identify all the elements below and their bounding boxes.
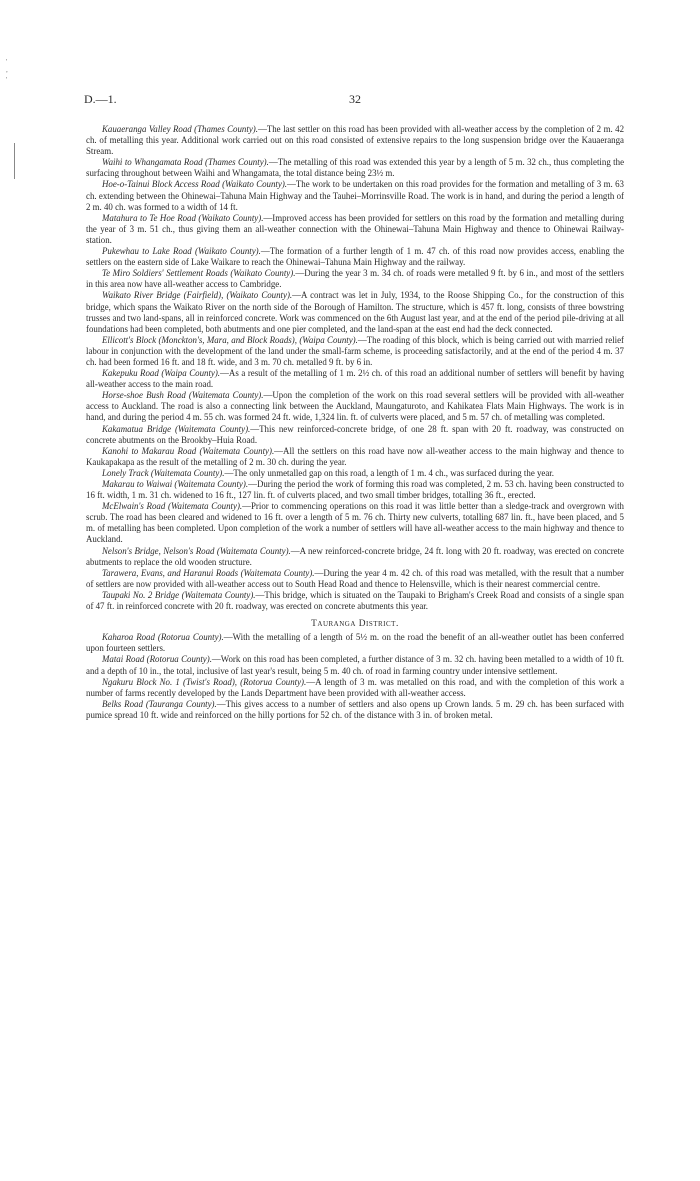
paragraph-body: —A new reinforced-concrete bridge, 24 ft. long with 20 ft. roadway, was erected on concrete abutments to replace the old wooden structure. [86,545,624,567]
margin-binding-mark [14,143,15,179]
paragraph-title: Matai Road (Rotorua County). [102,654,212,665]
paragraph-body: —Prior to commencing operations on this road it was little better than a sledge-track and overgrown with scrub. The road has been cleared and widened to 16 ft. over a length of 5 m. 76 ch. Thirty new culverts, totalling 687 lin. ft., have been placed, and 5 m. of metalling has been completed. Upon completion of the work a number of settlers will have all-weather access to the main highway and thence to Auckland. [86,501,624,545]
paragraph-body: —Improved access has been provided for settlers on this road by the formation and metalling during the year of 3 m. 51 ch., thus giving them an all-weather connection with the Ohinewai–Tahuna Main Highway and thence to Ohinewai Railway-station. [86,212,624,245]
paragraph-title: Waikato River Bridge (Fairfield), (Waikato County). [102,290,293,301]
auckland-paragraphs [86,124,624,612]
paragraph-body: —The roading of this block, which is being carried out with married relief labour in conjunction with the development of the land under the small-farm scheme, is proceeding satisfactorily, and at the end of the period 4 m. 37 ch. had been formed 16 ft. and 18 ft. wide, and 3 m. 70 ch. metalled 9 ft. by 6 in. [86,334,624,367]
paragraph-body: —All the settlers on this road have now all-weather access to the main highway and thence to Kaukapakapa as the result of the metalling of 2 m. 30 ch. during the year. [86,445,624,467]
paragraph [86,268,624,290]
paragraph-body: —This new reinforced-concrete bridge, of one 28 ft. span with 20 ft. roadway, was constructed on concrete abutments on the Brookby–Huia Road. [86,423,624,445]
paragraph-title: Kauaeranga Valley Road (Thames County). [102,124,258,134]
paragraph [86,390,624,423]
paragraph-body: —The formation of a further length of 1 m. 47 ch. of this road now provides access, enabling the settlers on the eastern side of Lake Waikare to reach the Ohinewai–Tahuna Main Highway and the railway. [86,246,625,268]
paragraph-title: Tarawera, Evans, and Haranui Roads (Waitemata County). [102,567,315,578]
body-text [86,124,624,721]
paragraph-title: Kaharoa Road (Rotorua County). [102,632,224,643]
paragraph [86,590,624,612]
paragraph-title: Ellicott's Block (Monckton's, Mara, and Block Roads), (Waipa County). [102,334,358,345]
paragraph-title: Lonely Track (Waitemata County). [102,467,225,478]
paragraph [86,213,624,246]
paragraph-title: Waihi to Whangamata Road (Thames County). [102,157,269,168]
paragraph-title: Ngakuru Block No. 1 (Twist's Road), (Rotorua County). [102,676,307,687]
paragraph [86,246,624,268]
paragraph-title: Nelson's Bridge, Nelson's Road (Waitemata County). [102,545,291,556]
tauranga-paragraphs [86,632,624,721]
paragraph [86,546,624,568]
paragraph [86,424,624,446]
paragraph-title: Matahura to Te Hoe Road (Waikato County). [102,212,264,223]
paragraph-body: —The metalling of this road was extended this year by a length of 5 m. 32 ch., thus completing the surfacing throughout between Waihi and Whangamata, the total distance being 23½ m. [86,157,625,179]
paragraph-title: Kakamatua Bridge (Waitemata County). [102,423,251,434]
paragraph [86,335,624,368]
paragraph [86,124,624,157]
page-number: 32 [349,92,361,106]
paragraph-body: —As a result of the metalling of 1 m. 2½ ch. of this road an additional number of settlers will benefit by having all-weather access to the main road. [86,368,625,390]
paragraph-title: Horse-shoe Bush Road (Waitemata County). [102,390,264,401]
paragraph-title: Kakepuku Road (Waipa County). [102,368,221,379]
margin-tick-mid: , [6,66,8,74]
paragraph-body: —During the year 4 m. 42 ch. of this road was metalled, with the result that a number of settlers are now provided with all-weather access out to South Head Road and thence to Helensville, which is their nearest commercial centre. [86,567,625,589]
paragraph [86,699,624,721]
paragraph-title: Makarau to Waiwai (Waitemata County). [102,479,249,489]
paragraph-body: —A length of 3 m. was metalled on this road, and with the completion of this work a number of farms recently developed by the Lands Department have been provided with all-weather access. [86,676,625,698]
section-heading-tauranga: Tauranga District. [311,619,399,630]
paragraph-body: —During the year 3 m. 34 ch. of roads were metalled 9 ft. by 6 in., and most of the settlers in this area now have all-weather access to Cambridge. [86,268,624,290]
paragraph-body: —This bridge, which is situated on the Taupaki to Brigham's Creek Road and consists of a single span of 47 ft. in reinforced concrete with 20 ft. roadway, was erected on concrete abutments this year. [86,589,624,612]
paragraph-body: —The only unmetalled gap on this road, a length of 1 m. 4 ch., was surfaced during the year. [224,467,554,478]
paragraph-title: Taupaki No. 2 Bridge (Waitemata County). [102,589,256,600]
paragraph-body: —During the period the work of forming this road was completed, 2 m. 53 ch. having been constructed to 16 ft. width, 1 m. 31 ch. widened to 16 ft., 127 lin. ft. of culverts placed, and two small timber bridges, totalling 36 ft., erected. [86,479,624,501]
paragraph-body: —Work on this road has been completed, a further distance of 3 m. 32 ch. having been metalled to a width of 10 ft. and a depth of 10 in., the total, inclusive of last year's result, being 5 m. 40 ch. of road in farming country under intensive settlement. [86,654,625,676]
paragraph [86,446,624,468]
paragraph [86,654,624,676]
paragraph [86,568,624,590]
paragraph-title: McElwain's Road (Waitemata County). [102,501,243,512]
paragraph [86,479,624,501]
page-header [84,92,626,108]
paragraph [86,677,624,699]
paragraph-body: —This gives access to a number of settlers and also opens up Crown lands. 5 m. 29 ch. has been surfaced with pumice spread 10 ft. wide and reinforced on the hilly portions for 52 ch. of the distance with 3 in. of broken metal. [86,698,624,720]
paragraph-body: —The last settler on this road has been provided with all-weather access by the completion of 2 m. 42 ch. of metalling this year. Additional work carried out on this road consisted of extensive repairs to the long suspension bridge over the Kauaeranga Stream. [86,124,625,157]
paragraph [86,179,624,212]
series-code: D.—1. [84,92,117,106]
paragraph-body: —A contract was let in July, 1934, to the Roose Shipping Co., for the construction of this bridge, which spans the Waikato River on the north side of the Borough of Hamilton. The structure, which is 457 ft. long, consists of three bowstring trusses and two land-spans, all in reinforced concrete. Work was commenced on the 6th August last year, and at the end of the period pile-driving at all foundations had been completed, both abutments and one pier completed, and the land-span at the east end had the deck connected. [86,290,624,334]
paragraph [86,368,624,390]
paragraph-body: —With the metalling of a length of 5½ m. on the road the benefit of an all-weather outlet has been conferred upon fourteen settlers. [86,632,624,654]
paragraph-title: Hoe-o-Tainui Block Access Road (Waikato County). [102,179,288,190]
paragraph [86,501,624,545]
paragraph-title: Kanohi to Makarau Road (Waitemata County). [102,445,275,456]
paragraph [86,632,624,654]
paragraph [86,468,624,479]
paragraph [86,157,624,179]
paragraph [86,290,624,334]
paragraph-title: Te Miro Soldiers' Settlement Roads (Waikato County). [102,268,296,279]
paragraph-body: —The work to be undertaken on this road provides for the formation and metalling of 3 m. 63 ch. extending between the Ohinewai–Tahuna Main Highway and the Tauhei–Morrinsville Road. The work is in hand, and during the period a length of 2 m. 40 ch. was formed to a width of 14 ft. [86,179,624,212]
paragraph-title: Pukewhau to Lake Road (Waikato County). [102,246,261,257]
paragraph-body: —Upon the completion of the work on this road several settlers will be provided with all-weather access to Auckland. The road is also a connecting link between the Auckland, Maungaturoto, and Kahikatea Flats Main Highways. The work is in hand, and during the period 4 m. 55 ch. was formed 24 ft. wide, 1,324 lin. ft. of culverts were placed, and 5 m. 57 ch. of metalling was completed. [86,390,625,423]
margin-tick-top: ' [6,58,8,66]
paragraph-title: Belks Road (Tauranga County). [102,698,217,709]
margin-tick-low: ' [6,76,8,84]
